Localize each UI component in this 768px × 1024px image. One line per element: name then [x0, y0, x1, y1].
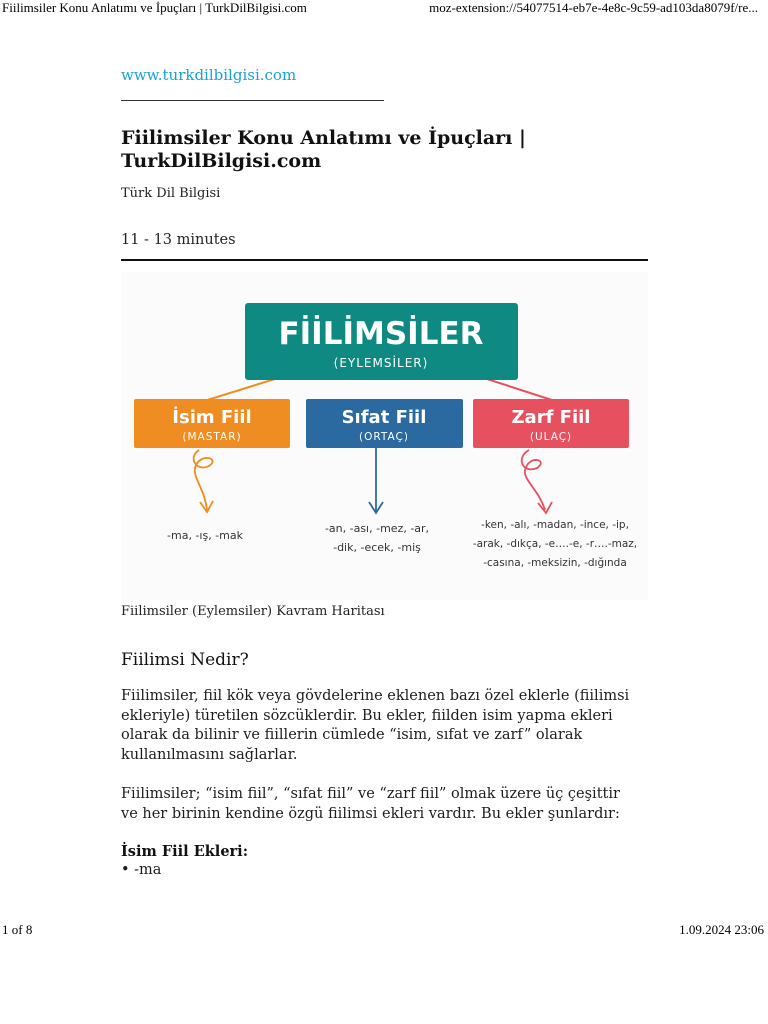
sifat-fiil-suffixes-line1: -an, -ası, -mez, -ar,	[324, 522, 430, 535]
concept-map-image	[121, 272, 648, 600]
paragraph-definition: Fiilimsiler, fiil kök veya gövdelerine eklenen bazı özel eklerle (fiilimsi ekleriyle) türetilen sözcüklerdir. Bu ekler, fiilden isim yapma ekleri olarak da bilinir ve fiillerin cümlede “isim, sıfat ve zarf” olarak kullanılmasını sağlarlar.	[121, 688, 630, 763]
isim-fiil-subtitle: (MASTAR)	[182, 431, 242, 443]
site-link-divider	[121, 100, 384, 101]
connector-right	[484, 378, 558, 402]
header-divider	[121, 259, 648, 261]
print-header-title: Fiilimsiler Konu Anlatımı ve İpuçları | TurkDilBilgisi.com	[2, 0, 307, 15]
isim-fiil-subheading: İsim Fiil Ekleri:	[121, 843, 249, 860]
zarf-fiil-arrow	[522, 450, 545, 510]
isim-fiil-suffixes: -ma, -ış, -mak	[167, 529, 243, 542]
list-item: • -ma	[121, 862, 162, 878]
connector-left	[201, 378, 278, 402]
sifat-fiil-subtitle: (ORTAÇ)	[359, 431, 409, 443]
page-counter: 1 of 8	[2, 922, 33, 937]
zarf-fiil-subtitle: (ULAÇ)	[529, 431, 573, 443]
zarf-fiil-title: Zarf Fiil	[511, 407, 591, 428]
concept-map-figure	[121, 272, 648, 600]
zarf-fiil-suffixes-line1: -ken, -alı, -madan, -ince, -ip,	[481, 519, 629, 531]
article-title: Fiilimsiler Konu Anlatımı ve İpuçları | TurkDilBilgisi.com	[121, 127, 526, 172]
main-concept-title: FİİLİMSİLER	[278, 316, 484, 352]
print-header-url: moz-extension://54077514-eb7e-4e8c-9c59-ad103da8079f/re...	[429, 0, 758, 15]
print-header	[0, 0, 768, 16]
print-timestamp: 1.09.2024 23:06	[679, 922, 764, 937]
site-link[interactable]: www.turkdilbilgisi.com	[121, 66, 297, 84]
print-footer	[0, 922, 768, 938]
main-concept-subtitle: (EYLEMSİLER)	[333, 356, 429, 370]
article-author: Türk Dil Bilgisi	[121, 186, 221, 201]
isim-fiil-arrow	[194, 450, 213, 510]
isim-fiil-title: İsim Fiil	[172, 407, 252, 428]
paragraph-types: Fiilimsiler; “isim fiil”, “sıfat fiil” ve “zarf fiil” olmak üzere üç çeşittir ve her birinin kendine özgü fiilimsi ekleri vardır. Bu ekler şunlardır:	[121, 786, 620, 822]
zarf-fiil-suffixes-line3: -casına, -meksizin, -dığında	[483, 557, 627, 569]
sifat-fiil-suffixes-line2: -dik, -ecek, -miş	[333, 541, 421, 554]
sifat-fiil-title: Sıfat Fiil	[341, 407, 427, 428]
read-time: 11 - 13 minutes	[121, 232, 236, 248]
zarf-fiil-suffixes-line2: -arak, -dıkça, -e….-e, -r….-maz,	[472, 538, 638, 550]
section-heading: Fiilimsi Nedir?	[121, 650, 249, 670]
figure-caption: Fiilimsiler (Eylemsiler) Kavram Haritası	[121, 604, 385, 619]
